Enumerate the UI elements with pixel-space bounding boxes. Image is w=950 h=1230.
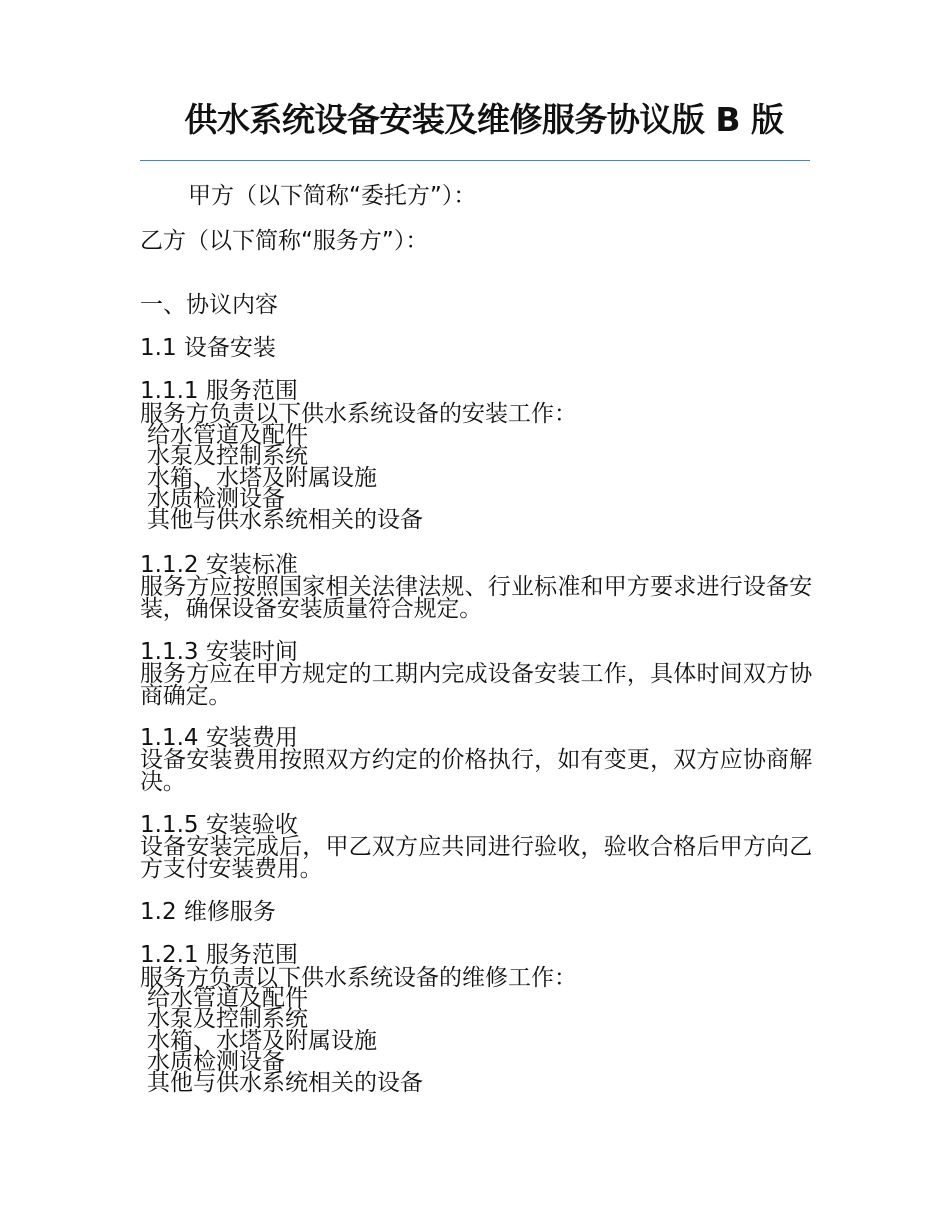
clause-text-1-1-5: 设备安装完成后，甲乙双方应共同进行验收，验收合格后甲方向乙方支付安装费用。 [140, 834, 812, 882]
clause-heading-1-1-1: 1.1.1 服务范围 [140, 378, 298, 404]
document-title: 供水系统设备安装及维修服务协议版 B 版 [184, 100, 784, 139]
list-item: 水泵及控制系统 [147, 443, 308, 470]
list-item: 给水管道及配件 [147, 985, 308, 1011]
subsection-heading-1-1: 1.1 设备安装 [140, 335, 276, 361]
subsection-heading-1-2: 1.2 维修服务 [140, 899, 276, 925]
clause-heading-1-1-5: 1.1.5 安装验收 [140, 812, 298, 838]
clause-text-1-1-3: 服务方应在甲方规定的工期内完成设备安装工作，具体时间双方协商确定。 [140, 661, 812, 709]
clause-heading-1-1-4: 1.1.4 安装费用 [140, 725, 298, 751]
clause-intro-1-2-1: 服务方负责以下供水系统设备的维修工作： [140, 965, 577, 991]
section-heading: 一、协议内容 [140, 292, 278, 318]
list-item: 其他与供水系统相关的设备 [147, 507, 423, 534]
title-underline [140, 160, 810, 161]
list-item: 水箱、水塔及附属设施 [147, 464, 377, 491]
clause-heading-1-1-2: 1.1.2 安装标准 [140, 552, 298, 578]
list-item: 其他与供水系统相关的设备 [147, 1070, 423, 1097]
clause-text-1-1-4: 设备安装费用按照双方约定的价格执行，如有变更，双方应协商解决。 [140, 747, 812, 795]
list-item: 给水管道及配件 [147, 422, 308, 448]
list-item: 水箱、水塔及附属设施 [147, 1027, 377, 1054]
scope-list-repair [147, 985, 423, 1097]
clause-intro-1-1-1: 服务方负责以下供水系统设备的安装工作： [140, 401, 577, 427]
list-item: 水质检测设备 [147, 1048, 285, 1075]
clause-text-1-1-2: 服务方应按照国家相关法律法规、行业标准和甲方要求进行设备安装，确保设备安装质量符合规定。 [140, 574, 812, 622]
scope-list-install [147, 422, 423, 534]
party-a-line: 甲方（以下简称“委托方”）： [188, 183, 477, 209]
list-item: 水质检测设备 [147, 485, 285, 512]
party-b-line: 乙方（以下简称“服务方”）： [140, 228, 429, 254]
list-item: 水泵及控制系统 [147, 1006, 308, 1033]
clause-heading-1-1-3: 1.1.3 安装时间 [140, 639, 298, 665]
clause-heading-1-2-1: 1.2.1 服务范围 [140, 942, 298, 968]
